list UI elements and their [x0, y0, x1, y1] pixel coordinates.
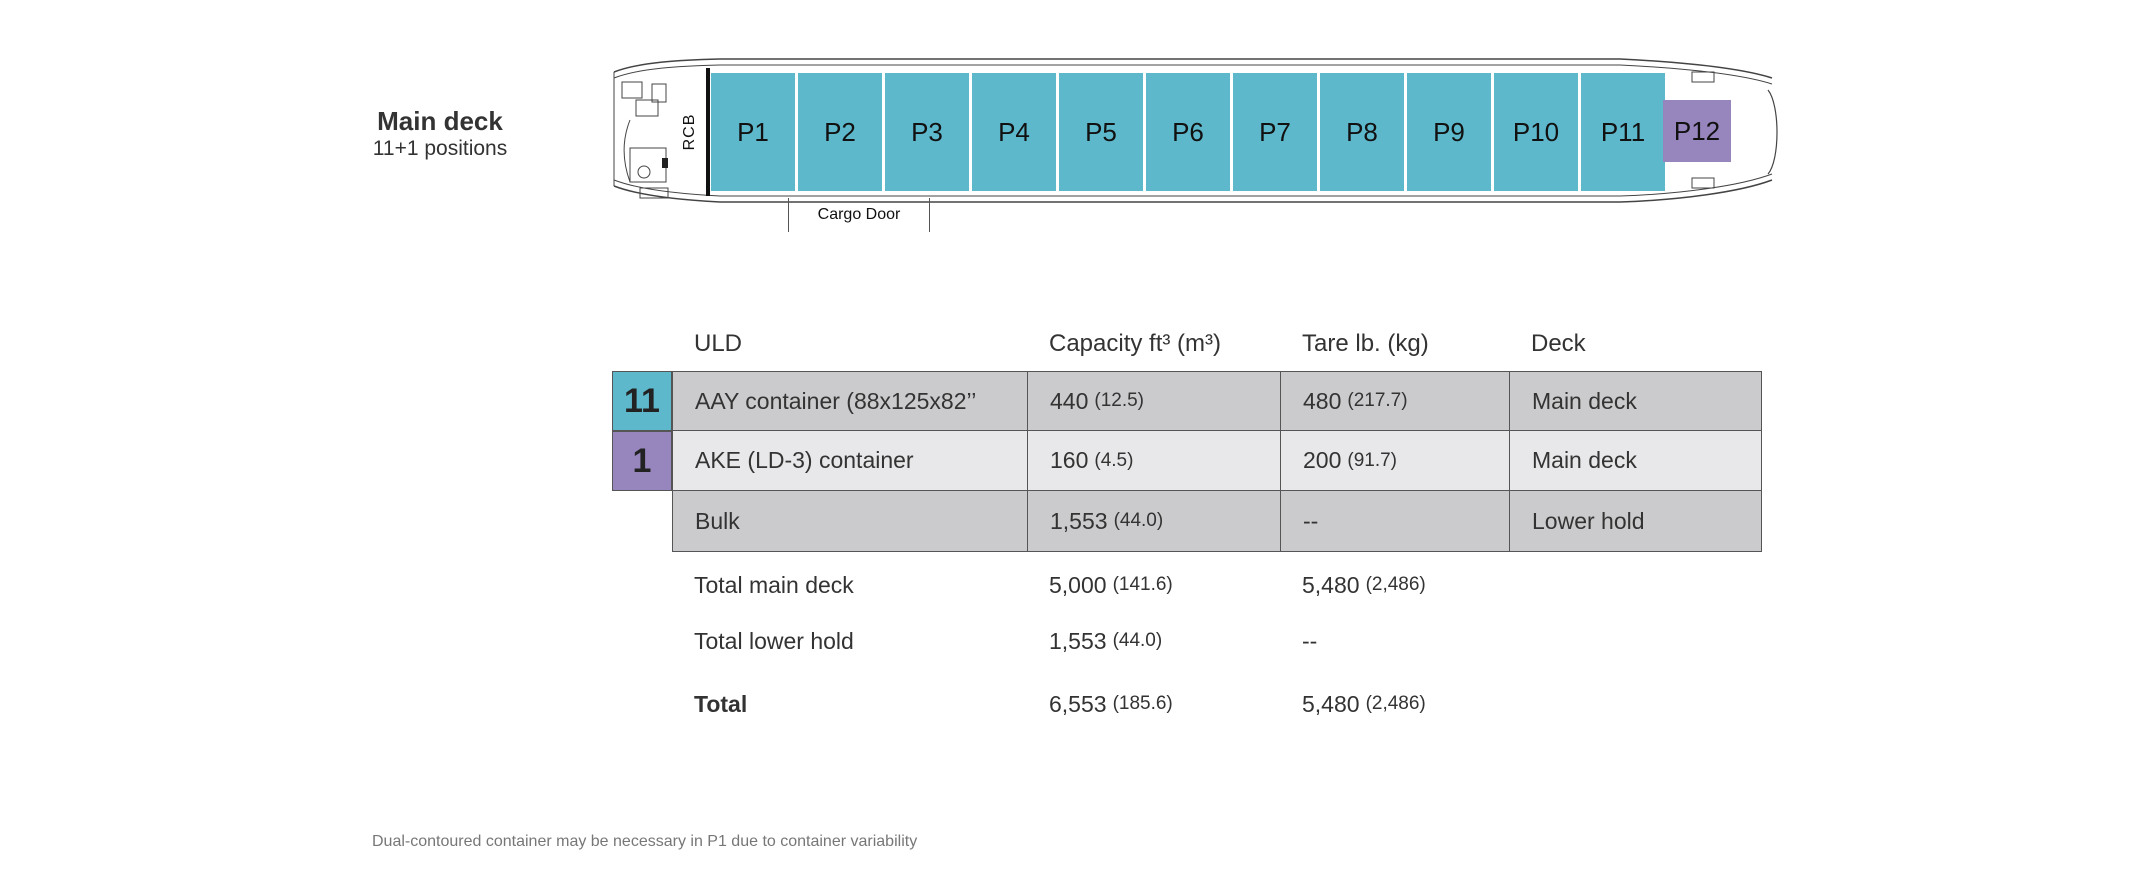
capacity-cell: 1,553 (44.0)	[1028, 491, 1281, 551]
total-label: Total	[694, 690, 748, 717]
position-p9: P9	[1407, 73, 1491, 191]
deck-cell: Main deck	[1532, 447, 1637, 473]
count-ake: 1	[612, 431, 672, 491]
total-row	[672, 684, 1762, 724]
capacity-cell: 440 (12.5)	[1028, 372, 1281, 430]
total-capacity: 1,553 (44.0)	[1049, 627, 1163, 654]
header-uld: ULD	[694, 330, 743, 357]
uld-cell: Bulk	[673, 491, 1028, 551]
uld-cell: AAY container (88x125x82’’	[673, 372, 1028, 430]
total-lower-hold-row	[672, 621, 1762, 661]
tare-cell: 480 (217.7)	[1281, 372, 1510, 430]
position-p4: P4	[972, 73, 1056, 191]
header-capacity: Capacity ft³ (m³)	[1049, 330, 1222, 357]
capacity-cell: 160 (4.5)	[1028, 431, 1281, 490]
header-deck: Deck	[1531, 330, 1586, 357]
uld-cell: AKE (LD-3) container	[673, 431, 1028, 490]
deck-title: Main deck	[377, 106, 503, 136]
table-row	[672, 430, 1762, 491]
cargo-door-label: Cargo Door	[788, 198, 930, 232]
deck-label	[340, 106, 540, 162]
total-label: Total main deck	[694, 571, 854, 598]
total-label: Total lower hold	[694, 627, 854, 654]
deck-subtitle: 11+1 positions	[372, 137, 508, 160]
position-p12: P12	[1663, 100, 1731, 162]
total-tare: 5,480 (2,486)	[1302, 690, 1426, 717]
position-p3: P3	[885, 73, 969, 191]
header-tare: Tare lb. (kg)	[1302, 330, 1429, 357]
table-row	[672, 490, 1762, 552]
position-p11: P11	[1581, 73, 1665, 191]
rcb-label: RCB	[681, 113, 698, 151]
table-row	[672, 371, 1762, 431]
total-tare: 5,480 (2,486)	[1302, 571, 1426, 598]
deck-cell: Lower hold	[1532, 507, 1645, 534]
position-p6: P6	[1146, 73, 1230, 191]
count-aay: 11	[612, 371, 672, 431]
total-main-deck-row	[672, 565, 1762, 605]
deck-cell: Main deck	[1532, 387, 1637, 414]
tare-cell: 200 (91.7)	[1281, 431, 1510, 490]
total-tare: --	[1302, 627, 1318, 654]
position-p5: P5	[1059, 73, 1143, 191]
position-p1: P1	[711, 73, 795, 191]
tare-cell: --	[1281, 491, 1510, 551]
total-capacity: 5,000 (141.6)	[1049, 571, 1173, 598]
position-p2: P2	[798, 73, 882, 191]
footnote: Dual-contoured container may be necessary in P1 due to container variability	[372, 833, 918, 850]
position-p10: P10	[1494, 73, 1578, 191]
position-p8: P8	[1320, 73, 1404, 191]
total-capacity: 6,553 (185.6)	[1049, 690, 1173, 717]
position-p7: P7	[1233, 73, 1317, 191]
